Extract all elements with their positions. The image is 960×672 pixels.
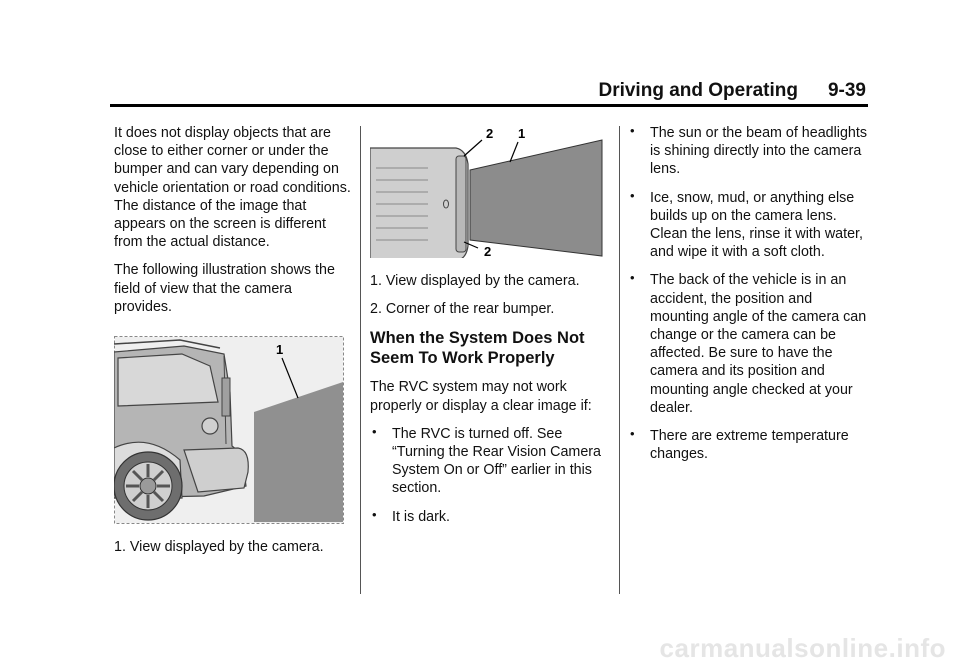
vehicle-top-view-illustration: [370, 128, 606, 258]
camera-field-of-view: [470, 140, 602, 256]
figure-caption: 2. Corner of the rear bumper.: [370, 301, 555, 318]
page-header: [110, 78, 868, 107]
list-item-text: It is dark.: [392, 508, 450, 525]
list-item-text: There are extreme temperature changes.: [650, 428, 849, 463]
section-title: Driving and Operating: [598, 80, 798, 101]
paragraph: It does not display objects that are close to either corner or under the bumper and can vary depending on vehicle orientation or road conditions. The distance of the image that appears on the screen is different from the actual distance.: [114, 125, 351, 251]
callout-2-top: 2: [486, 128, 494, 141]
figure-caption: 1. View displayed by the camera.: [114, 539, 324, 556]
figure-captions: [370, 272, 610, 318]
figure-caption: 1. View displayed by the camera.: [370, 273, 580, 289]
list-item-text: Ice, snow, mud, or anything else builds up on the camera lens. Clean the lens, rinse it with water, and wipe it with a soft cloth.: [650, 189, 863, 261]
list-item: [628, 124, 872, 179]
list-item-text: The RVC is turned off. See “Turning the Rear Vision Camera System On or Off” earlier in this section.: [392, 425, 601, 497]
watermark: carmanualsonline.info: [659, 633, 946, 663]
paragraph: The following illustration shows the field of view that the camera provides.: [114, 262, 335, 315]
callout-1: 1: [276, 342, 284, 358]
column-left: [114, 124, 352, 566]
list-item: [628, 271, 872, 417]
column-middle: [370, 124, 610, 536]
list-item: [628, 189, 872, 262]
list-item: [628, 427, 872, 463]
bullet-icon: •: [630, 123, 635, 138]
bullet-icon: •: [372, 423, 377, 439]
list-item-text: The sun or the beam of headlights is shining directly into the camera lens.: [650, 125, 867, 178]
bullet-icon: •: [630, 187, 635, 203]
bullet-icon: •: [372, 506, 377, 522]
page-number: 9-39: [827, 80, 866, 101]
column-right: [628, 124, 872, 473]
callout-2-bottom: 2: [484, 244, 492, 258]
bullet-icon: •: [630, 426, 635, 442]
bullet-icon: •: [630, 270, 635, 286]
column-divider: [360, 126, 361, 594]
list-item: [370, 425, 610, 498]
paragraph: The RVC system may not work properly or display a clear image if:: [370, 379, 592, 414]
column-divider: [619, 126, 620, 594]
bullet-list: [370, 425, 610, 526]
section-heading: When the System Does Not Seem To Work Properly: [370, 329, 585, 368]
vehicle-rear-side-illustration: [114, 336, 344, 524]
list-item: [370, 508, 610, 526]
bullet-list: [628, 124, 872, 463]
list-item-text: The back of the vehicle is in an accident, the position and mounting angle of the camera can change or the camera can be affected. Be sure to have the camera and its position and mounting angle checked at your dealer.: [650, 272, 867, 416]
callout-1-top: 1: [518, 128, 526, 141]
